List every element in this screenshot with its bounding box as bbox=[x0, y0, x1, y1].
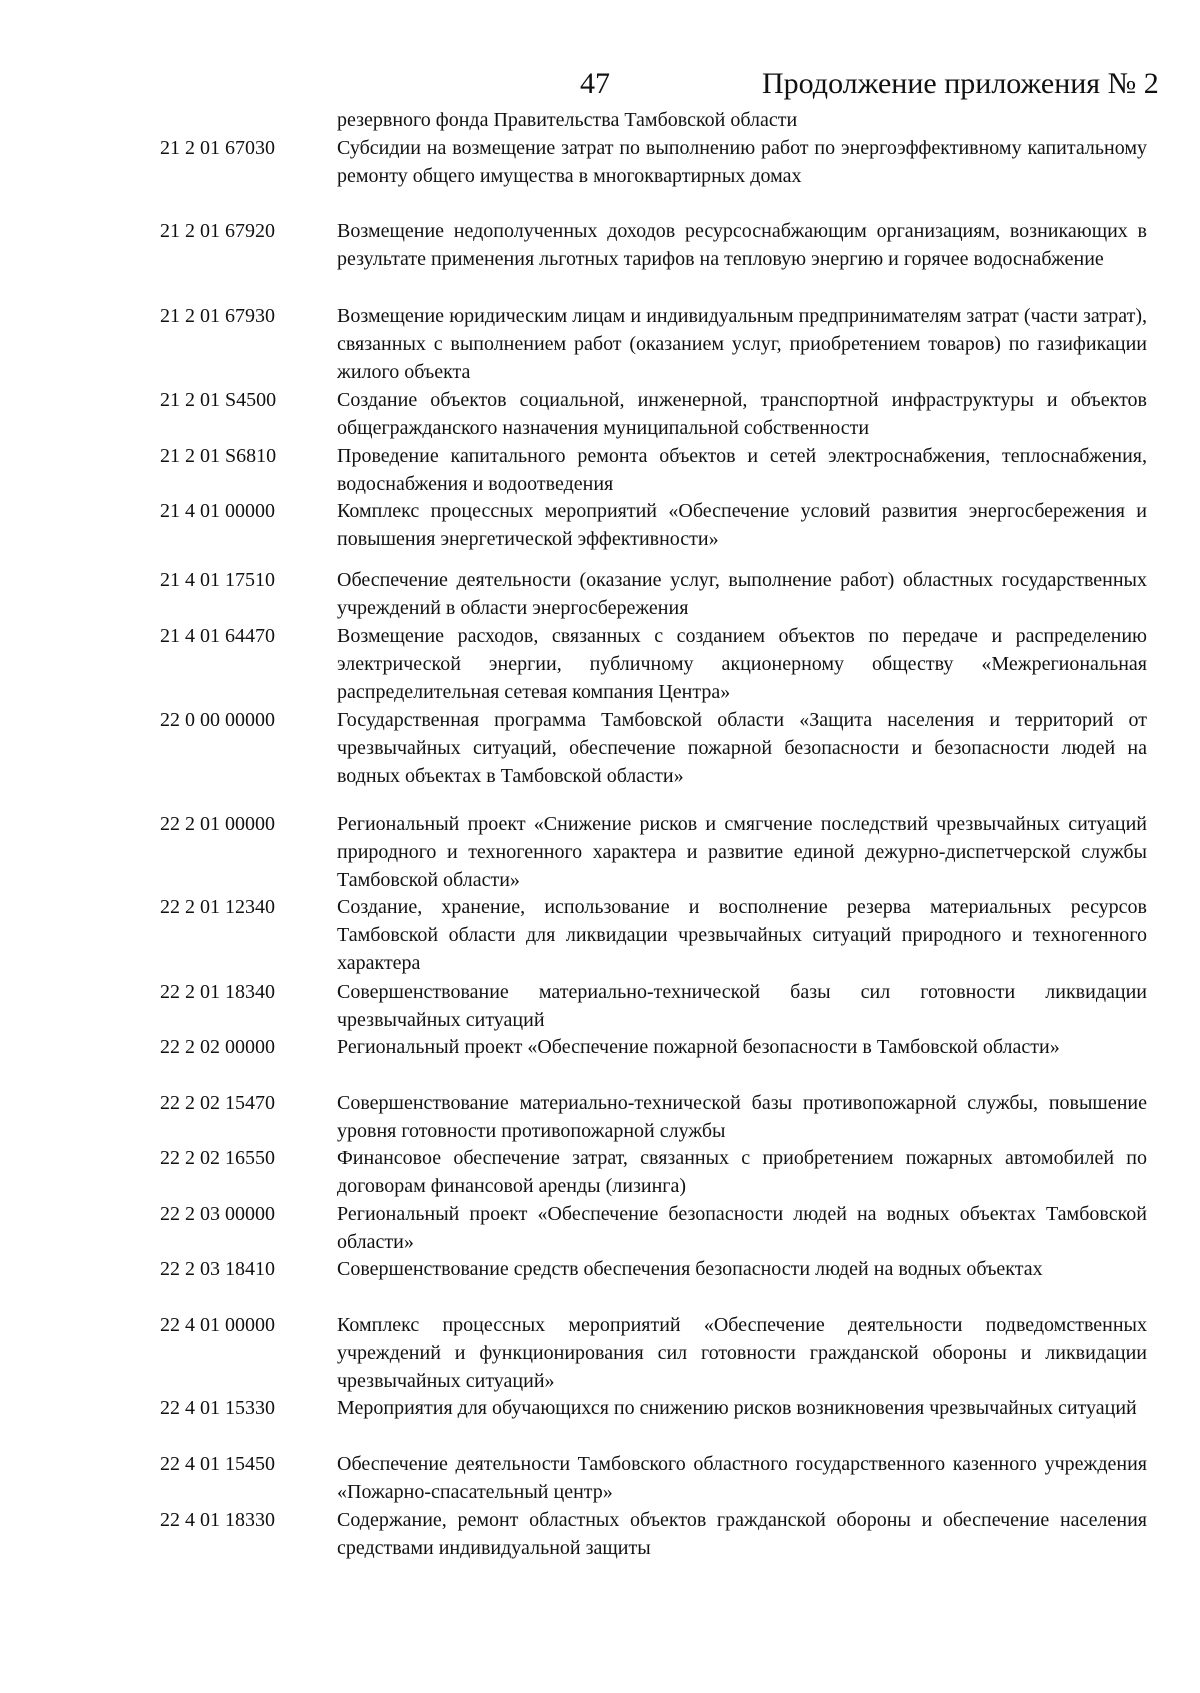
classification-code: 22 0 00 00000 bbox=[160, 709, 275, 731]
expense-description: Проведение капитального ремонта объектов и сетей электроснабжения, теплоснабжения, водоснабжения и водоотведения bbox=[337, 445, 1147, 495]
expense-description: Мероприятия для обучающихся по снижению рисков возникновения чрезвычайных ситуаций bbox=[337, 1397, 1137, 1419]
classification-code: 22 4 01 00000 bbox=[160, 1314, 275, 1336]
expense-description: Совершенствование средств обеспечения безопасности людей на водных объектах bbox=[337, 1258, 1043, 1280]
expense-description: Комплекс процессных мероприятий «Обеспечение условий развития энергосбережения и повышения энергетической эффективности» bbox=[337, 500, 1147, 550]
page-number: 47 bbox=[580, 67, 610, 100]
classification-code: 22 4 01 15330 bbox=[160, 1397, 275, 1419]
classification-code: 22 2 03 00000 bbox=[160, 1203, 275, 1225]
expense-description: Возмещение расходов, связанных с созданием объектов по передаче и распределению электрической энергии, публичному акционерному обществу «Межрегиональная распределительная сетевая компания Центра» bbox=[337, 625, 1147, 703]
expense-description: Региональный проект «Обеспечение пожарной безопасности в Тамбовской области» bbox=[337, 1036, 1060, 1058]
expense-description: Возмещение юридическим лицам и индивидуальным предпринимателям затрат (части затрат), связанных с выполнением работ (оказанием услуг, приобретением товаров) по газификации жилого объекта bbox=[337, 305, 1147, 383]
expense-description: Комплекс процессных мероприятий «Обеспечение деятельности подведомственных учреждений и функционирования сил готовности гражданской обороны и ликвидации чрезвычайных ситуаций» bbox=[337, 1314, 1147, 1392]
classification-code: 21 2 01 S6810 bbox=[160, 445, 277, 467]
classification-code: 22 2 01 12340 bbox=[160, 896, 275, 918]
classification-code: 21 2 01 67920 bbox=[160, 220, 275, 242]
classification-code: 22 2 02 15470 bbox=[160, 1092, 275, 1114]
expense-description: Субсидии на возмещение затрат по выполнению работ по энергоэффективному капитальному ремонту общего имущества в многоквартирных домах bbox=[337, 137, 1147, 187]
classification-code: 22 2 02 00000 bbox=[160, 1036, 275, 1058]
classification-code: 22 4 01 18330 bbox=[160, 1509, 275, 1531]
classification-code: 21 2 01 S4500 bbox=[160, 389, 277, 411]
expense-description: резервного фонда Правительства Тамбовской области bbox=[337, 109, 798, 131]
expense-description: Финансовое обеспечение затрат, связанных с приобретением пожарных автомобилей по договорам финансовой аренды (лизинга) bbox=[337, 1147, 1147, 1197]
classification-code: 21 2 01 67930 bbox=[160, 305, 275, 327]
expense-description: Совершенствование материально-технической базы сил готовности ликвидации чрезвычайных ситуаций bbox=[337, 981, 1147, 1031]
expense-description: Возмещение недополученных доходов ресурсоснабжающим организациям, возникающих в результате применения льготных тарифов на тепловую энергию и горячее водоснабжение bbox=[337, 220, 1147, 270]
classification-code: 21 4 01 64470 bbox=[160, 625, 275, 647]
expense-description: Совершенствование материально-технической базы противопожарной службы, повышение уровня готовности противопожарной службы bbox=[337, 1092, 1147, 1142]
classification-code: 22 2 01 00000 bbox=[160, 813, 275, 835]
expense-description: Содержание, ремонт областных объектов гражданской обороны и обеспечение населения средствами индивидуальной защиты bbox=[337, 1509, 1147, 1559]
classification-code: 22 2 01 18340 bbox=[160, 981, 275, 1003]
classification-code: 21 4 01 00000 bbox=[160, 500, 275, 522]
classification-code: 22 2 03 18410 bbox=[160, 1258, 275, 1280]
classification-code: 21 4 01 17510 bbox=[160, 569, 275, 591]
expense-description: Обеспечение деятельности (оказание услуг, выполнение работ) областных государственных учреждений в области энергосбережения bbox=[337, 569, 1147, 619]
expense-description: Обеспечение деятельности Тамбовского областного государственного казенного учреждения «Пожарно-спасательный центр» bbox=[337, 1453, 1147, 1503]
expense-description: Региональный проект «Снижение рисков и смягчение последствий чрезвычайных ситуаций природного и техногенного характера и развитие единой дежурно-диспетчерской службы Тамбовской области» bbox=[337, 813, 1147, 891]
expense-description: Государственная программа Тамбовской области «Защита населения и территорий от чрезвычайных ситуаций, обеспечение пожарной безопасности и безопасности людей на водных объектах в Тамбовской области» bbox=[337, 709, 1147, 787]
expense-description: Создание, хранение, использование и восполнение резерва материальных ресурсов Тамбовской области для ликвидации чрезвычайных ситуаций природного и техногенного характера bbox=[337, 896, 1147, 974]
classification-code: 22 4 01 15450 bbox=[160, 1453, 275, 1475]
classification-code: 22 2 02 16550 bbox=[160, 1147, 275, 1169]
continuation-heading: Продолжение приложения № 2 bbox=[762, 67, 1159, 100]
expense-description: Создание объектов социальной, инженерной, транспортной инфраструктуры и объектов общегражданского назначения муниципальной собственности bbox=[337, 389, 1147, 439]
classification-code: 21 2 01 67030 bbox=[160, 137, 275, 159]
expense-description: Региональный проект «Обеспечение безопасности людей на водных объектах Тамбовской области» bbox=[337, 1203, 1147, 1253]
